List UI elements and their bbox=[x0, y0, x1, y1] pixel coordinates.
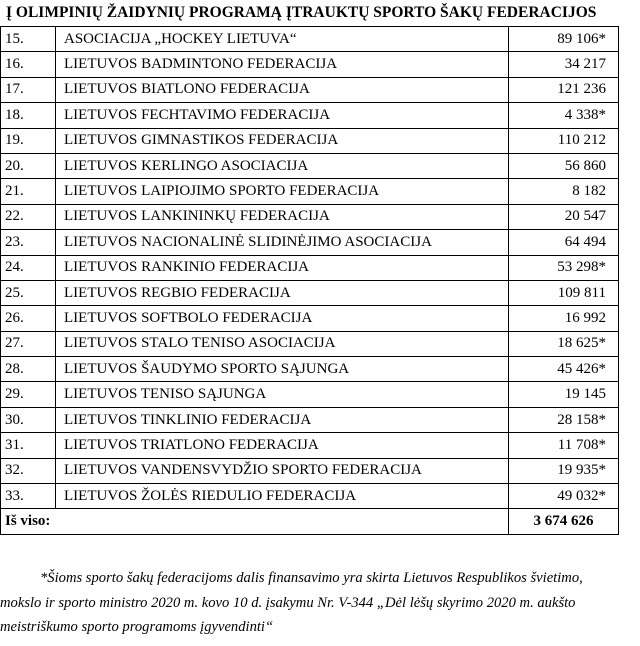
amount-cell: 45 426* bbox=[509, 357, 619, 382]
federation-name: ASOCIACIJA „HOCKEY LIETUVA“ bbox=[56, 27, 509, 52]
amount-cell: 28 158* bbox=[509, 407, 619, 432]
federations-table bbox=[0, 26, 619, 535]
table-row bbox=[1, 458, 619, 483]
amount-cell: 49 032* bbox=[509, 484, 619, 509]
footnote-line-3: meistriškumo sporto programoms įgyvendinti“ bbox=[0, 619, 274, 635]
row-number: 25. bbox=[1, 280, 56, 305]
footnote-line-1: *Šioms sporto šakų federacijoms dalis finansavimo yra skirta Lietuvos Respublikos švietimo, bbox=[40, 570, 583, 586]
row-number: 31. bbox=[1, 433, 56, 458]
row-number: 16. bbox=[1, 52, 56, 77]
total-amount: 3 674 626 bbox=[509, 509, 619, 534]
amount-cell: 4 338* bbox=[509, 103, 619, 128]
row-number: 22. bbox=[1, 204, 56, 229]
row-number: 29. bbox=[1, 382, 56, 407]
total-label: Iš viso: bbox=[1, 509, 56, 534]
federation-name: LIETUVOS BIATLONO FEDERACIJA bbox=[56, 77, 509, 102]
section-title: Į OLIMPINIŲ ŽAIDYNIŲ PROGRAMĄ ĮTRAUKTŲ SPORTO ŠAKŲ FEDERACIJOS bbox=[6, 4, 597, 21]
federation-name: LIETUVOS LANKININKŲ FEDERACIJA bbox=[56, 204, 509, 229]
amount-cell: 34 217 bbox=[509, 52, 619, 77]
table-row bbox=[1, 52, 619, 77]
amount-cell: 64 494 bbox=[509, 230, 619, 255]
footnote-line-2: mokslo ir sporto ministro 2020 m. kovo 10 d. įsakymu Nr. V-344 „Dėl lėšų skyrimo 2020 m. aukšto bbox=[0, 594, 576, 611]
row-number: 23. bbox=[1, 230, 56, 255]
row-number: 17. bbox=[1, 77, 56, 102]
amount-cell: 19 935* bbox=[509, 458, 619, 483]
row-number: 33. bbox=[1, 484, 56, 509]
table-row bbox=[1, 306, 619, 331]
federation-name: LIETUVOS RANKINIO FEDERACIJA bbox=[56, 255, 509, 280]
row-number: 32. bbox=[1, 458, 56, 483]
total-blank-cell bbox=[56, 509, 509, 534]
amount-cell: 121 236 bbox=[509, 77, 619, 102]
table-row bbox=[1, 484, 619, 509]
table-row bbox=[1, 331, 619, 356]
table-row bbox=[1, 27, 619, 52]
federation-name: LIETUVOS TENISO SĄJUNGA bbox=[56, 382, 509, 407]
table-row bbox=[1, 433, 619, 458]
amount-cell: 8 182 bbox=[509, 179, 619, 204]
row-number: 24. bbox=[1, 255, 56, 280]
row-number: 27. bbox=[1, 331, 56, 356]
amount-cell: 19 145 bbox=[509, 382, 619, 407]
federation-name: LIETUVOS KERLINGO ASOCIACIJA bbox=[56, 153, 509, 178]
federation-name: LIETUVOS BADMINTONO FEDERACIJA bbox=[56, 52, 509, 77]
amount-cell: 110 212 bbox=[509, 128, 619, 153]
amount-cell: 89 106* bbox=[509, 27, 619, 52]
amount-cell: 20 547 bbox=[509, 204, 619, 229]
federation-name: LIETUVOS GIMNASTIKOS FEDERACIJA bbox=[56, 128, 509, 153]
amount-cell: 16 992 bbox=[509, 306, 619, 331]
total-row bbox=[1, 509, 619, 534]
table-row bbox=[1, 128, 619, 153]
table-row bbox=[1, 77, 619, 102]
federation-name: LIETUVOS NACIONALINĖ SLIDINĖJIMO ASOCIACIJA bbox=[56, 230, 509, 255]
table-row bbox=[1, 230, 619, 255]
federation-name: LIETUVOS REGBIO FEDERACIJA bbox=[56, 280, 509, 305]
amount-cell: 109 811 bbox=[509, 280, 619, 305]
federation-name: LIETUVOS TRIATLONO FEDERACIJA bbox=[56, 433, 509, 458]
row-number: 19. bbox=[1, 128, 56, 153]
table-row bbox=[1, 280, 619, 305]
row-number: 30. bbox=[1, 407, 56, 432]
row-number: 28. bbox=[1, 357, 56, 382]
table-row bbox=[1, 179, 619, 204]
federation-name: LIETUVOS ŽOLĖS RIEDULIO FEDERACIJA bbox=[56, 484, 509, 509]
row-number: 20. bbox=[1, 153, 56, 178]
table-row bbox=[1, 357, 619, 382]
row-number: 18. bbox=[1, 103, 56, 128]
table-row bbox=[1, 103, 619, 128]
table-row bbox=[1, 382, 619, 407]
table-row bbox=[1, 407, 619, 432]
table-row bbox=[1, 204, 619, 229]
federation-name: LIETUVOS FECHTAVIMO FEDERACIJA bbox=[56, 103, 509, 128]
amount-cell: 18 625* bbox=[509, 331, 619, 356]
footnote bbox=[0, 566, 632, 640]
amount-cell: 11 708* bbox=[509, 433, 619, 458]
table-row bbox=[1, 255, 619, 280]
federation-name: LIETUVOS LAIPIOJIMO SPORTO FEDERACIJA bbox=[56, 179, 509, 204]
row-number: 21. bbox=[1, 179, 56, 204]
federation-name: LIETUVOS VANDENSVYDŽIO SPORTO FEDERACIJA bbox=[56, 458, 509, 483]
federation-name: LIETUVOS SOFTBOLO FEDERACIJA bbox=[56, 306, 509, 331]
table-row bbox=[1, 153, 619, 178]
federation-name: LIETUVOS TINKLINIO FEDERACIJA bbox=[56, 407, 509, 432]
amount-cell: 53 298* bbox=[509, 255, 619, 280]
amount-cell: 56 860 bbox=[509, 153, 619, 178]
row-number: 26. bbox=[1, 306, 56, 331]
federation-name: LIETUVOS STALO TENISO ASOCIACIJA bbox=[56, 331, 509, 356]
row-number: 15. bbox=[1, 27, 56, 52]
federation-name: LIETUVOS ŠAUDYMO SPORTO SĄJUNGA bbox=[56, 357, 509, 382]
